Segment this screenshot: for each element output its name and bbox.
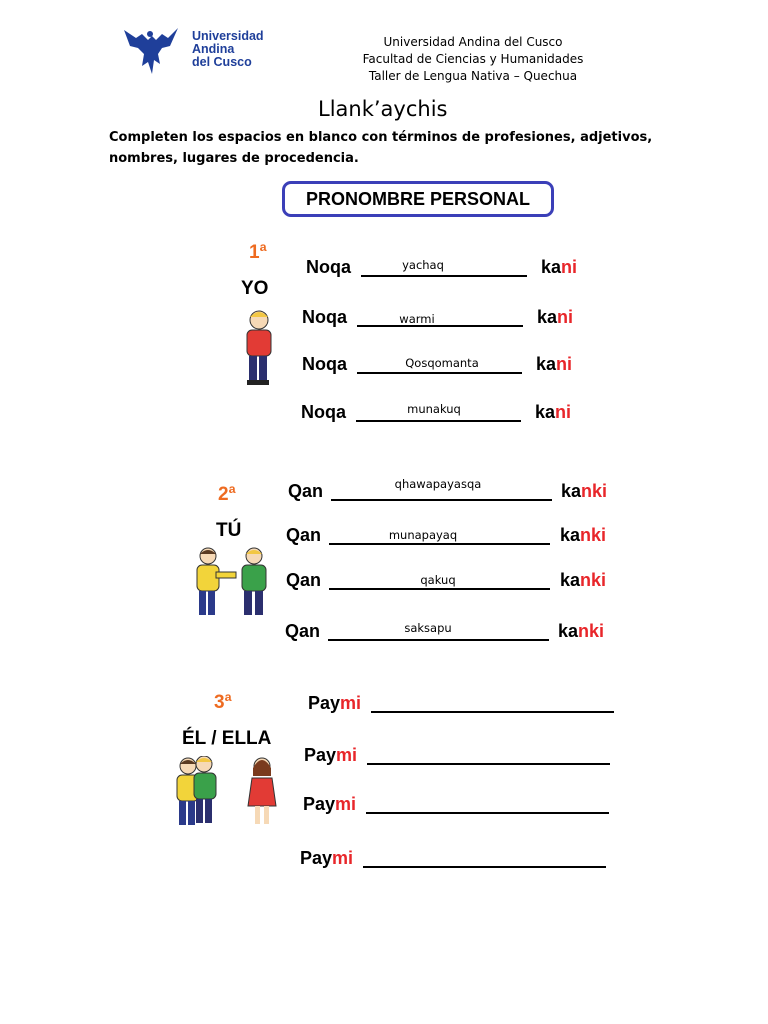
word-base: Pay bbox=[304, 745, 337, 765]
word-base: Pay bbox=[300, 848, 333, 868]
children-group-icon bbox=[174, 756, 284, 836]
answer-text: munapayaq bbox=[388, 528, 458, 542]
row-suffix bbox=[537, 307, 573, 328]
boy-pointing-other-icon bbox=[192, 546, 288, 626]
suffix-base: ka bbox=[558, 621, 579, 641]
answer-blank[interactable] bbox=[371, 711, 614, 713]
person-number: 2ª bbox=[218, 484, 236, 505]
suffix-red: ni bbox=[557, 307, 574, 327]
person-number: 1ª bbox=[249, 242, 267, 263]
answer-blank[interactable] bbox=[363, 866, 606, 868]
person-pronoun: ÉL / ELLA bbox=[182, 728, 272, 749]
answer-blank[interactable] bbox=[331, 499, 552, 501]
suffix-base: ka bbox=[560, 525, 581, 545]
answer-blank[interactable] bbox=[366, 812, 609, 814]
row-pronoun: Qan bbox=[285, 621, 321, 641]
answer-text: yachaq bbox=[402, 258, 444, 272]
suffix-base: ka bbox=[541, 257, 562, 277]
answer-blank[interactable] bbox=[328, 639, 549, 641]
answer-text: Qosqomanta bbox=[405, 356, 479, 370]
header-university: Universidad Andina del Cusco bbox=[383, 35, 563, 49]
word-red: mi bbox=[336, 745, 358, 765]
person-pronoun: TÚ bbox=[216, 520, 242, 541]
answer-blank[interactable] bbox=[329, 543, 550, 545]
word-red: mi bbox=[340, 693, 362, 713]
boy-pointing-self-icon bbox=[237, 308, 277, 388]
suffix-red: ni bbox=[556, 354, 573, 374]
word-base: Pay bbox=[303, 794, 336, 814]
suffix-base: ka bbox=[536, 354, 557, 374]
suffix-base: ka bbox=[535, 402, 556, 422]
person-number: 3ª bbox=[214, 692, 232, 713]
suffix-red: ni bbox=[555, 402, 572, 422]
suffix-red: nki bbox=[580, 525, 607, 545]
row-pronoun: Noqa bbox=[302, 354, 347, 374]
logo-line-2: Andina bbox=[192, 42, 235, 56]
row-pronoun: Noqa bbox=[301, 402, 346, 422]
row-pronoun: Qan bbox=[286, 570, 322, 590]
logo-line-1: Universidad bbox=[192, 29, 264, 43]
row-pronoun: Noqa bbox=[306, 257, 351, 277]
answer-text: qakuq bbox=[420, 573, 456, 587]
suffix-red: ni bbox=[561, 257, 578, 277]
word-red: mi bbox=[332, 848, 354, 868]
header-faculty: Facultad de Ciencias y Humanidades bbox=[362, 52, 584, 66]
answer-blank[interactable] bbox=[357, 372, 522, 374]
suffix-red: nki bbox=[578, 621, 605, 641]
row-pronoun bbox=[304, 745, 357, 766]
person-2-panel bbox=[180, 480, 280, 630]
row-suffix bbox=[535, 402, 571, 423]
word-red: mi bbox=[335, 794, 357, 814]
row-pronoun bbox=[300, 848, 353, 869]
row-suffix bbox=[536, 354, 572, 375]
university-logo bbox=[122, 24, 272, 76]
answer-text: saksapu bbox=[404, 621, 452, 635]
row-suffix bbox=[541, 257, 577, 278]
condor-logo-icon bbox=[122, 24, 180, 76]
answer-blank[interactable] bbox=[361, 275, 527, 277]
row-pronoun: Qan bbox=[288, 481, 324, 501]
answer-blank[interactable] bbox=[356, 420, 521, 422]
person-3-panel bbox=[170, 688, 290, 848]
suffix-base: ka bbox=[537, 307, 558, 327]
answer-blank[interactable] bbox=[329, 588, 550, 590]
answer-text: qhawapayasqa bbox=[394, 477, 482, 491]
row-pronoun: Qan bbox=[286, 525, 322, 545]
row-pronoun bbox=[303, 794, 356, 815]
person-pronoun: YO bbox=[241, 278, 269, 299]
suffix-red: nki bbox=[580, 570, 607, 590]
logo-line-3: del Cusco bbox=[192, 55, 252, 69]
instruction-text: Completen los espacios en blanco con términos de profesiones, adjetivos, nombres, lugares de procedencia. bbox=[109, 130, 653, 166]
row-suffix bbox=[560, 570, 606, 591]
page-title: Llank’aychis bbox=[318, 97, 448, 121]
answer-text: munakuq bbox=[407, 402, 461, 416]
answer-text: warmi bbox=[399, 312, 435, 326]
suffix-base: ka bbox=[560, 570, 581, 590]
section-label-box: PRONOMBRE PERSONAL bbox=[282, 181, 554, 217]
row-pronoun bbox=[308, 693, 361, 714]
person-1-panel bbox=[215, 240, 285, 390]
row-pronoun: Noqa bbox=[302, 307, 347, 327]
suffix-base: ka bbox=[561, 481, 582, 501]
header-block bbox=[323, 34, 623, 85]
word-base: Pay bbox=[308, 693, 341, 713]
row-suffix bbox=[561, 481, 607, 502]
suffix-red: nki bbox=[581, 481, 608, 501]
row-suffix bbox=[560, 525, 606, 546]
answer-blank[interactable] bbox=[367, 763, 610, 765]
header-workshop: Taller de Lengua Nativa – Quechua bbox=[368, 69, 578, 83]
row-suffix bbox=[558, 621, 604, 642]
